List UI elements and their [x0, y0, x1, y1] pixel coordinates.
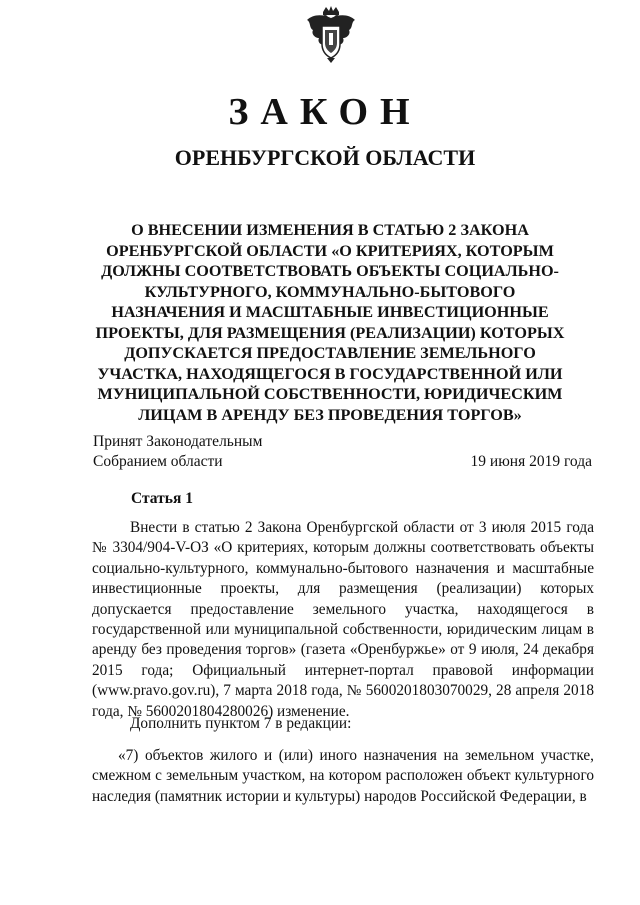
article-paragraph: «7) объектов жилого и (или) иного назначения на земельном участке, смежном с земельным участком, на котором расположен объект культурного наследия (памятник истории и культуры) народов Российской Федерации, в	[92, 747, 594, 805]
law-title: ЗАКОН	[228, 91, 422, 133]
region-name: ОРЕНБУРГСКОЙ ОБЛАСТИ	[174, 145, 476, 170]
adoption-line-2: Собранием области	[93, 453, 223, 470]
coat-of-arms-icon	[305, 6, 357, 64]
article-paragraph: Дополнить пунктом 7 в редакции:	[130, 715, 352, 732]
article-title: Статья 1	[131, 490, 193, 507]
adoption-date: 19 июня 2019 года	[470, 453, 592, 470]
adoption-authority	[93, 432, 262, 472]
law-heading: О ВНЕСЕНИИ ИЗМЕНЕНИЯ В СТАТЬЮ 2 ЗАКОНА ОРЕНБУРГСКОЙ ОБЛАСТИ «О КРИТЕРИЯХ, КОТОРЫМ ДОЛЖНЫ СООТВЕТСТВОВАТЬ ОБЪЕКТЫ СОЦИАЛЬНО-КУЛЬТУРНОГО, КОММУНАЛЬНО-БЫТОВОГО НАЗНАЧЕНИЯ И МАСШТАБНЫЕ ИНВЕСТИЦИОННЫЕ ПРОЕКТЫ, ДЛЯ РАЗМЕЩЕНИЯ (РЕАЛИЗАЦИИ) КОТОРЫХ ДОПУСКАЕТСЯ ПРЕДОСТАВЛЕНИЕ ЗЕМЕЛЬНОГО УЧАСТКА, НАХОДЯЩЕГОСЯ В ГОСУДАРСТВЕННОЙ ИЛИ МУНИЦИПАЛЬНОЙ СОБСТВЕННОСТИ, ЮРИДИЧЕСКИМ ЛИЦАМ В АРЕНДУ БЕЗ ПРОВЕДЕНИЯ ТОРГОВ»	[95, 221, 565, 424]
article-paragraph: Внести в статью 2 Закона Оренбургской области от 3 июля 2015 года № 3304/904-V-ОЗ «О критериях, которым должны соответствовать объекты социально-культурного, коммунально-бытового назначения и масштабные инвестиционные проекты, для размещения (реализации) которых допускается предоставление земельного участка, находящегося в государственной или муниципальной собственности, юридическим лицам в аренду без проведения торгов» (газета «Оренбуржье» от 9 июля, 24 декабря 2015 года; Официальный интернет-портал правовой информации (www.pravo.gov.ru), 7 марта 2018 года, № 5600201803070029, 28 апреля 2018 года, № 5600201804280026) изменение.	[92, 519, 594, 720]
adoption-line-1: Принят Законодательным	[93, 433, 263, 450]
